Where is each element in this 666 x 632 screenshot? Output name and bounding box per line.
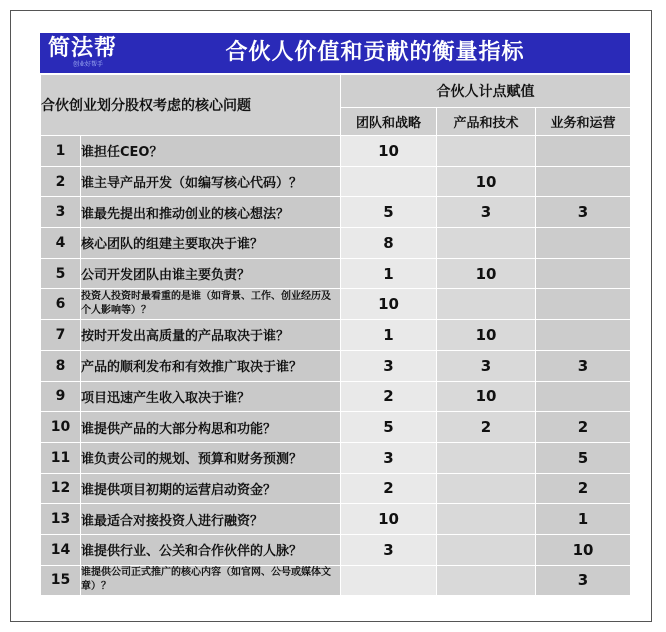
logo-text: 简法帮 bbox=[48, 36, 118, 61]
question-cell: 项目迅速产生收入取决于谁？ bbox=[81, 381, 341, 412]
team-strategy-value: 3 bbox=[341, 534, 437, 565]
table-row bbox=[41, 565, 631, 596]
product-tech-value: 10 bbox=[437, 258, 536, 289]
row-number: 15 bbox=[41, 565, 81, 596]
table-row bbox=[41, 166, 631, 197]
question-header: 合伙创业划分股权考虑的核心问题 bbox=[41, 75, 341, 136]
product-tech-value bbox=[437, 565, 536, 596]
table-row bbox=[41, 534, 631, 565]
product-tech-value bbox=[437, 289, 536, 320]
business-ops-value bbox=[536, 320, 631, 351]
table-row bbox=[41, 473, 631, 504]
product-tech-value: 3 bbox=[437, 350, 536, 381]
question-cell: 谁担任CEO？ bbox=[81, 136, 341, 167]
row-number: 13 bbox=[41, 504, 81, 535]
question-cell: 谁提供项目初期的运营启动资金？ bbox=[81, 473, 341, 504]
row-number: 7 bbox=[41, 320, 81, 351]
team-strategy-value bbox=[341, 166, 437, 197]
question-cell: 谁提供产品的大部分构思和功能？ bbox=[81, 412, 341, 443]
page-title: 合伙人价值和贡献的衡量指标 bbox=[225, 40, 525, 65]
table-body bbox=[41, 136, 631, 596]
question-cell: 投资人投资时最看重的是谁（如背景、工作、创业经历及个人影响等）？ bbox=[81, 289, 341, 320]
column-header-business-ops: 业务和运营 bbox=[536, 108, 631, 136]
team-strategy-value: 1 bbox=[341, 258, 437, 289]
row-number: 12 bbox=[41, 473, 81, 504]
table-row bbox=[41, 442, 631, 473]
table-row bbox=[41, 228, 631, 259]
table-row bbox=[41, 350, 631, 381]
team-strategy-value: 10 bbox=[341, 504, 437, 535]
table-row bbox=[41, 320, 631, 351]
contribution-table bbox=[40, 74, 631, 596]
question-cell: 谁主导产品开发（如编写核心代码）？ bbox=[81, 166, 341, 197]
question-cell: 按时开发出高质量的产品取决于谁？ bbox=[81, 320, 341, 351]
business-ops-value: 3 bbox=[536, 197, 631, 228]
business-ops-value bbox=[536, 166, 631, 197]
table-row bbox=[41, 258, 631, 289]
question-cell: 谁提供公司正式推广的核心内容（如官网、公号或媒体文章）？ bbox=[81, 565, 341, 596]
question-cell: 谁最适合对接投资人进行融资？ bbox=[81, 504, 341, 535]
product-tech-value bbox=[437, 228, 536, 259]
row-number: 3 bbox=[41, 197, 81, 228]
row-number: 4 bbox=[41, 228, 81, 259]
table-row bbox=[41, 289, 631, 320]
title-banner bbox=[40, 33, 630, 73]
product-tech-value bbox=[437, 473, 536, 504]
business-ops-value bbox=[536, 258, 631, 289]
row-number: 14 bbox=[41, 534, 81, 565]
product-tech-value: 3 bbox=[437, 197, 536, 228]
row-number: 6 bbox=[41, 289, 81, 320]
team-strategy-value: 10 bbox=[341, 289, 437, 320]
product-tech-value bbox=[437, 136, 536, 167]
table-row bbox=[41, 136, 631, 167]
team-strategy-value: 1 bbox=[341, 320, 437, 351]
team-strategy-value: 5 bbox=[341, 412, 437, 443]
team-strategy-value: 2 bbox=[341, 381, 437, 412]
column-header-product-tech: 产品和技术 bbox=[437, 108, 536, 136]
business-ops-value: 3 bbox=[536, 565, 631, 596]
brand-logo bbox=[48, 35, 118, 71]
row-number: 9 bbox=[41, 381, 81, 412]
question-cell: 谁最先提出和推动创业的核心想法？ bbox=[81, 197, 341, 228]
question-cell: 产品的顺利发布和有效推广取决于谁？ bbox=[81, 350, 341, 381]
table-row bbox=[41, 381, 631, 412]
row-number: 10 bbox=[41, 412, 81, 443]
product-tech-value bbox=[437, 504, 536, 535]
business-ops-value bbox=[536, 228, 631, 259]
column-header-team-strategy: 团队和战略 bbox=[341, 108, 437, 136]
business-ops-value bbox=[536, 289, 631, 320]
group-header: 合伙人计点赋值 bbox=[341, 75, 631, 108]
product-tech-value: 10 bbox=[437, 320, 536, 351]
team-strategy-value bbox=[341, 565, 437, 596]
business-ops-value bbox=[536, 136, 631, 167]
question-cell: 谁提供行业、公关和合作伙伴的人脉？ bbox=[81, 534, 341, 565]
business-ops-value: 3 bbox=[536, 350, 631, 381]
row-number: 5 bbox=[41, 258, 81, 289]
row-number: 2 bbox=[41, 166, 81, 197]
product-tech-value bbox=[437, 442, 536, 473]
product-tech-value: 10 bbox=[437, 381, 536, 412]
team-strategy-value: 3 bbox=[341, 350, 437, 381]
team-strategy-value: 2 bbox=[341, 473, 437, 504]
question-cell: 谁负责公司的规划、预算和财务预测？ bbox=[81, 442, 341, 473]
team-strategy-value: 5 bbox=[341, 197, 437, 228]
row-number: 11 bbox=[41, 442, 81, 473]
question-cell: 公司开发团队由谁主要负责？ bbox=[81, 258, 341, 289]
logo-tagline: 创业好帮手 bbox=[73, 61, 104, 68]
business-ops-value: 5 bbox=[536, 442, 631, 473]
product-tech-value bbox=[437, 534, 536, 565]
business-ops-value bbox=[536, 381, 631, 412]
business-ops-value: 10 bbox=[536, 534, 631, 565]
table-row bbox=[41, 412, 631, 443]
business-ops-value: 1 bbox=[536, 504, 631, 535]
table-row bbox=[41, 197, 631, 228]
product-tech-value: 10 bbox=[437, 166, 536, 197]
row-number: 1 bbox=[41, 136, 81, 167]
table-row bbox=[41, 504, 631, 535]
business-ops-value: 2 bbox=[536, 412, 631, 443]
team-strategy-value: 8 bbox=[341, 228, 437, 259]
row-number: 8 bbox=[41, 350, 81, 381]
team-strategy-value: 10 bbox=[341, 136, 437, 167]
business-ops-value: 2 bbox=[536, 473, 631, 504]
team-strategy-value: 3 bbox=[341, 442, 437, 473]
product-tech-value: 2 bbox=[437, 412, 536, 443]
question-cell: 核心团队的组建主要取决于谁？ bbox=[81, 228, 341, 259]
